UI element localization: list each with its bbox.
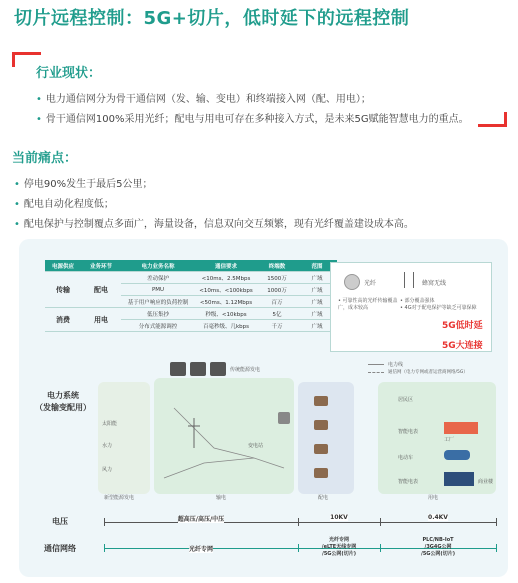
- nuclear-plant-icon: [190, 362, 206, 376]
- use-label: 用电: [428, 495, 439, 501]
- community-label: 居民区: [398, 397, 414, 403]
- table-cell: 低压集抄: [121, 308, 195, 320]
- commercial-building-icon: [444, 472, 474, 486]
- distribution-cabinet-icon: [314, 444, 328, 454]
- legend-comm-line-icon: [368, 372, 384, 373]
- table-header-row: [45, 260, 337, 272]
- table-cell: 1000万: [257, 284, 297, 296]
- voltage-tick: [496, 518, 497, 526]
- smart-meter-label-1: 智能电表: [398, 429, 419, 435]
- table-header: 电源供应: [45, 260, 81, 272]
- voltage-segment-high-text: 超高压/高压/中压: [177, 516, 225, 523]
- painpoint-bullet-2: • 配电自动化程度低；: [14, 199, 114, 210]
- table-cell: 广域: [297, 284, 337, 296]
- network-segment-use: PLC/NB-IoT /3G4G公网 /5G公网(切片): [421, 537, 455, 557]
- network-segment-fiber-text: 光纤专网: [188, 546, 213, 553]
- wireless-label: 蜂窝无线: [422, 280, 447, 287]
- table-header: 范围: [297, 260, 337, 272]
- network-tick: [496, 544, 497, 552]
- fiber-label: 光纤: [364, 280, 377, 287]
- table-cell: 千万: [257, 320, 297, 332]
- table-row: [45, 272, 337, 284]
- electric-car-icon: [444, 450, 470, 460]
- power-system-label: 电力系统 （发输变配用）: [35, 391, 91, 412]
- thermal-plant-icon: [210, 362, 226, 376]
- tag-low-latency: 5G低时延: [442, 321, 483, 331]
- table-header: 业务环节: [81, 260, 121, 272]
- voltage-segment-10kv: [298, 514, 380, 521]
- zone-new-energy: [98, 382, 150, 494]
- substation-icon: [278, 412, 290, 424]
- table-cell: 广域: [297, 308, 337, 320]
- ev-label: 电动车: [398, 455, 414, 461]
- industry-bullet-2-text: 骨干通信网100%采用光纤；配电与用电可存在多种接入方式，是未来5G赋能智慧电力的重点。: [45, 114, 469, 125]
- industry-bullet-1-text: 电力通信网分为骨干通信网（发、输、变电）和终端接入网（配、用电）；: [45, 94, 371, 105]
- painpoint-bullet-1: • 停电90%发生于最后5公里；: [14, 179, 153, 190]
- voltage-label: 电压: [52, 517, 68, 526]
- table-cell: 分布式能源调控: [121, 320, 195, 332]
- corner-bracket-bottom-right: [478, 112, 507, 127]
- wind-label: 风力: [102, 467, 113, 473]
- power-plant-icon: [170, 362, 186, 376]
- network-label: 通信网络: [44, 544, 76, 553]
- industry-bullet-1: • 电力通信网分为骨干通信网（发、输、变电）和终端接入网（配、用电）；: [36, 94, 371, 105]
- legend-comm-line: 通信网（电力专网或者运营商网络/5G）: [388, 370, 468, 375]
- legend-power-line-icon: [368, 364, 384, 365]
- voltage-segment-10kv-text: 10KV: [330, 514, 348, 521]
- smart-meter-label-2: 智能电表: [398, 479, 419, 485]
- distribution-cabinet-icon: [314, 420, 328, 430]
- painpoint-bullet-3-text: 配电保护与控制覆点多面广，海量设备，信息双向交互频繁，现有光纤覆盖建设成本高。: [23, 219, 414, 230]
- network-segment-fiber: [104, 544, 298, 553]
- group-distribution: 配电: [81, 272, 121, 308]
- table-cell: 秒级、<10kbps: [195, 308, 257, 320]
- factory-icon: [444, 422, 478, 434]
- table-cell: PMU: [121, 284, 195, 296]
- page-title: 切片远程控制：5G+切片，低时延下的远程控制: [14, 8, 410, 29]
- table-cell: 1500万: [257, 272, 297, 284]
- voltage-segment-04kv-text: 0.4KV: [428, 514, 448, 521]
- painpoint-bullet-2-text: 配电自动化程度低；: [23, 199, 114, 210]
- table-cell: 百毫秒级、几kbps: [195, 320, 257, 332]
- wireless-note: • 部分覆盖强体 • 4G对于配电保护等缺乏可靠保障: [400, 298, 477, 311]
- table-header: 电力业务名称: [121, 260, 195, 272]
- fiber-note: • 可靠性高的光纤传输覆盖广，成本较高: [338, 298, 398, 311]
- transmission-label: 输电: [216, 495, 227, 501]
- section-painpoints-heading: 当前痛点：: [12, 151, 78, 166]
- distribution-cabinet-icon: [314, 396, 328, 406]
- voltage-segment-04kv: [380, 514, 496, 521]
- transmission-lines: [154, 378, 294, 494]
- table-cell: 差动保护: [121, 272, 195, 284]
- section-industry-heading: 行业现状：: [36, 66, 102, 81]
- painpoint-bullet-1-text: 停电90%发生于最后5公里；: [23, 179, 153, 190]
- table-cell: <50ms、1.12Mbps: [195, 296, 257, 308]
- table-row: [45, 308, 337, 320]
- table-cell: 广域: [297, 272, 337, 284]
- table-cell: 广域: [297, 296, 337, 308]
- commercial-building-label: 商业楼: [478, 479, 494, 485]
- voltage-segment-high: [104, 514, 298, 523]
- cell-tower-icon: [404, 272, 414, 288]
- group-transmit: 传输: [45, 272, 81, 308]
- table-cell: 百万: [257, 296, 297, 308]
- table-cell: 基于用户响应的负荷控制: [121, 296, 195, 308]
- water-label: 水力: [102, 443, 113, 449]
- distribution-cabinet-icon: [314, 468, 328, 478]
- distribution-label: 配电: [318, 495, 329, 501]
- painpoint-bullet-3: • 配电保护与控制覆点多面广，海量设备，信息双向交互频繁，现有光纤覆盖建设成本高。: [14, 219, 414, 230]
- table-cell: <10ms、<100kbps: [195, 284, 257, 296]
- table-cell: 广域: [297, 320, 337, 332]
- solar-label: 太阳能: [102, 421, 118, 427]
- industry-bullet-2: • 骨干通信网100%采用光纤；配电与用电可存在多种接入方式，是未来5G赋能智慧电力的重点。: [36, 114, 469, 125]
- power-diagram: [98, 360, 496, 501]
- new-energy-label: 新型能源发电: [104, 495, 135, 501]
- fiber-icon: [344, 274, 360, 290]
- table-cell: 5亿: [257, 308, 297, 320]
- network-segment-distribution: 光纤专网 /eLTE无线专网 /5G公网(切片): [321, 537, 357, 557]
- group-consume: 消费: [45, 308, 81, 332]
- substation-label: 变电站: [248, 443, 264, 449]
- table-header: 通信要求: [195, 260, 257, 272]
- factory-label: 工厂: [444, 437, 455, 443]
- tag-massive-connection: 5G大连接: [442, 341, 483, 351]
- legend-power-line: 电力线: [388, 362, 404, 368]
- table-header: 终端数: [257, 260, 297, 272]
- requirements-table: [45, 260, 337, 332]
- table-cell: <10ms、2.5Mbps: [195, 272, 257, 284]
- traditional-gen-label: 传统能源发电: [230, 367, 261, 373]
- group-use: 用电: [81, 308, 121, 332]
